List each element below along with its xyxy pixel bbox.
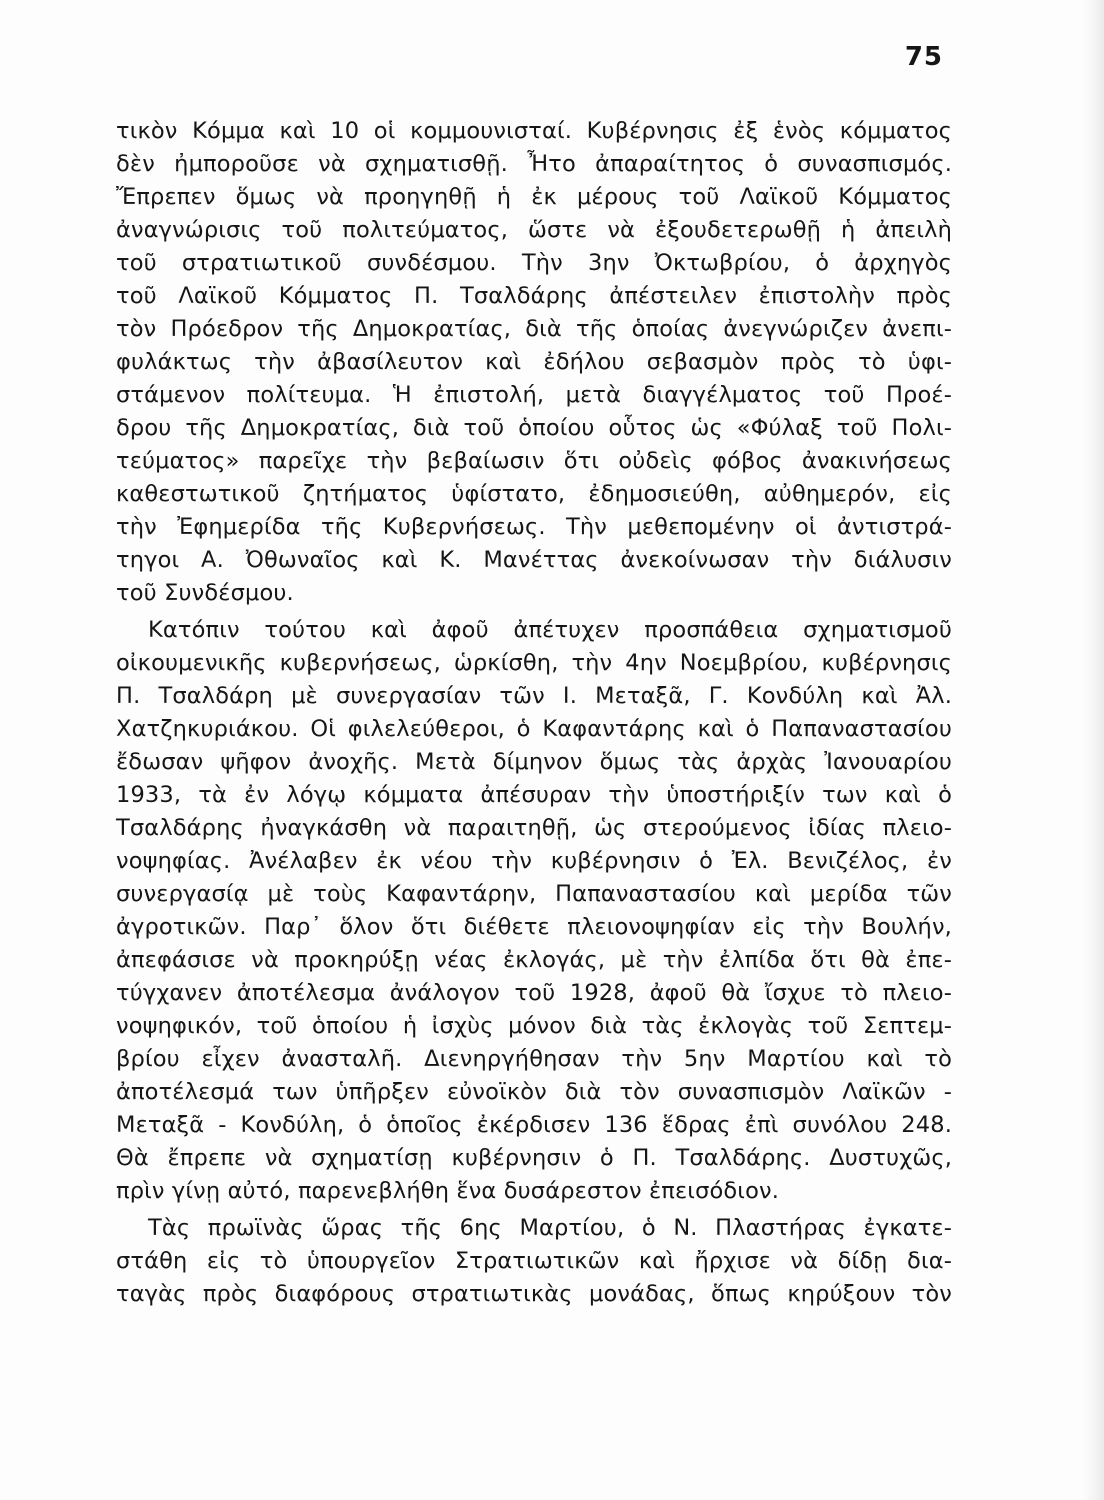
paragraph: [116, 115, 952, 610]
text-line: Χατζηκυριάκου. Οἱ φιλελεύθεροι, ὁ Καφαντάρης καὶ ὁ Παπαναστασίου: [116, 716, 952, 742]
text-line: Μεταξᾶ - Κονδύλη, ὁ ὁποῖος ἐκέρδισεν 136 ἕδρας ἐπὶ συνόλου 248.: [116, 1112, 952, 1138]
text-line: τοῦ στρατιωτικοῦ συνδέσμου. Τὴν 3ην Ὀκτωβρίου, ὁ ἀρχηγὸς: [116, 250, 952, 276]
page-number: 75: [904, 42, 943, 72]
text-line: καθεστωτικοῦ ζητήματος ὑφίστατο, ἐδημοσιεύθη, αὐθημερόν, εἰς: [116, 481, 952, 507]
text-line: Ἔπρεπεν ὅμως νὰ προηγηθῇ ἡ ἐκ μέρους τοῦ Λαϊκοῦ Κόμματος: [116, 184, 952, 210]
text-line: Θὰ ἔπρεπε νὰ σχηματίσῃ κυβέρνησιν ὁ Π. Τσαλδάρης. Δυστυχῶς,: [116, 1145, 952, 1171]
text-line: νοψηφικόν, τοῦ ὁποίου ἡ ἰσχὺς μόνον διὰ τὰς ἐκλογὰς τοῦ Σεπτεμ-: [116, 1013, 952, 1039]
body-text: [116, 115, 952, 1311]
text-line: 1933, τὰ ἐν λόγῳ κόμματα ἀπέσυραν τὴν ὑποστήριξίν των καὶ ὁ: [116, 782, 952, 808]
text-line: Π. Τσαλδάρη μὲ συνεργασίαν τῶν Ι. Μεταξᾶ, Γ. Κονδύλη καὶ Ἀλ.: [116, 683, 952, 709]
text-line: Τὰς πρωϊνὰς ὥρας τῆς 6ης Μαρτίου, ὁ Ν. Πλαστήρας ἐγκατε-: [148, 1215, 952, 1241]
text-line: στάμενον πολίτευμα. Ἡ ἐπιστολή, μετὰ διαγγέλματος τοῦ Προέ-: [116, 382, 952, 408]
page-edge-shadow: [1082, 0, 1104, 1500]
text-line: πρὶν γίνῃ αὐτό, παρενεβλήθη ἕνα δυσάρεστον ἐπεισόδιον.: [116, 1178, 780, 1204]
text-line: τικὸν Κόμμα καὶ 10 οἱ κομμουνισταί. Κυβέρνησις ἐξ ἑνὸς κόμματος: [116, 118, 952, 144]
text-line: τοῦ Συνδέσμου.: [116, 580, 294, 606]
paragraph: [116, 1212, 952, 1311]
text-line: συνεργασίᾳ μὲ τοὺς Καφαντάρην, Παπαναστασίου καὶ μερίδα τῶν: [116, 881, 952, 907]
text-line: ἀπεφάσισε νὰ προκηρύξῃ νέας ἐκλογάς, μὲ τὴν ἐλπίδα ὅτι θὰ ἐπε-: [116, 947, 952, 973]
paragraph: [116, 614, 952, 1208]
text-line: τύγχανεν ἀποτέλεσμα ἀνάλογον τοῦ 1928, ἀφοῦ θὰ ἴσχυε τὸ πλειο-: [116, 980, 952, 1006]
text-line: δρου τῆς Δημοκρατίας, διὰ τοῦ ὁποίου οὗτος ὡς «Φύλαξ τοῦ Πολι-: [116, 415, 952, 441]
text-line: ταγὰς πρὸς διαφόρους στρατιωτικὰς μονάδας, ὅπως κηρύξουν τὸν: [116, 1281, 952, 1307]
text-line: τοῦ Λαϊκοῦ Κόμματος Π. Τσαλδάρης ἀπέστειλεν ἐπιστολὴν πρὸς: [116, 283, 952, 309]
text-line: βρίου εἶχεν ἀνασταλῆ. Διενηργήθησαν τὴν 5ην Μαρτίου καὶ τὸ: [116, 1046, 952, 1072]
text-line: ἀποτέλεσμά των ὑπῆρξεν εὐνοϊκὸν διὰ τὸν συνασπισμὸν Λαϊκῶν -: [116, 1079, 952, 1105]
text-line: τηγοι Α. Ὀθωναῖος καὶ Κ. Μανέττας ἀνεκοίνωσαν τὴν διάλυσιν: [116, 547, 952, 573]
text-line: ἀναγνώρισις τοῦ πολιτεύματος, ὥστε νὰ ἐξουδετερωθῇ ἡ ἀπειλὴ: [116, 217, 952, 243]
text-line: τὸν Πρόεδρον τῆς Δημοκρατίας, διὰ τῆς ὁποίας ἀνεγνώριζεν ἀνεπι-: [116, 316, 952, 342]
text-line: τὴν Ἐφημερίδα τῆς Κυβερνήσεως. Τὴν μεθεπομένην οἱ ἀντιστρά-: [116, 514, 952, 540]
text-line: δὲν ἠμποροῦσε νὰ σχηματισθῇ. Ἦτο ἀπαραίτητος ὁ συνασπισμός.: [116, 151, 952, 177]
text-line: τεύματος» παρεῖχε τὴν βεβαίωσιν ὅτι οὐδεὶς φόβος ἀνακινήσεως: [116, 448, 952, 474]
text-line: ἀγροτικῶν. Παρ᾽ ὅλον ὅτι διέθετε πλειονοψηφίαν εἰς τὴν Βουλήν,: [116, 914, 952, 940]
text-line: Κατόπιν τούτου καὶ ἀφοῦ ἀπέτυχεν προσπάθεια σχηματισμοῦ: [148, 617, 952, 643]
text-line: ἔδωσαν ψῆφον ἀνοχῆς. Μετὰ δίμηνον ὅμως τὰς ἀρχὰς Ἰανουαρίου: [116, 749, 952, 775]
text-line: Τσαλδάρης ἠναγκάσθη νὰ παραιτηθῇ, ὡς στερούμενος ἰδίας πλειο-: [116, 815, 952, 841]
text-line: οἰκουμενικῆς κυβερνήσεως, ὡρκίσθη, τὴν 4ην Νοεμβρίου, κυβέρνησις: [116, 650, 952, 676]
text-line: νοψηφίας. Ἀνέλαβεν ἐκ νέου τὴν κυβέρνησιν ὁ Ἐλ. Βενιζέλος, ἐν: [116, 848, 952, 874]
text-line: φυλάκτως τὴν ἀβασίλευτον καὶ ἐδήλου σεβασμὸν πρὸς τὸ ὑφι-: [116, 349, 952, 375]
text-line: στάθη εἰς τὸ ὑπουργεῖον Στρατιωτικῶν καὶ ἤρχισε νὰ δίδῃ δια-: [116, 1248, 952, 1274]
